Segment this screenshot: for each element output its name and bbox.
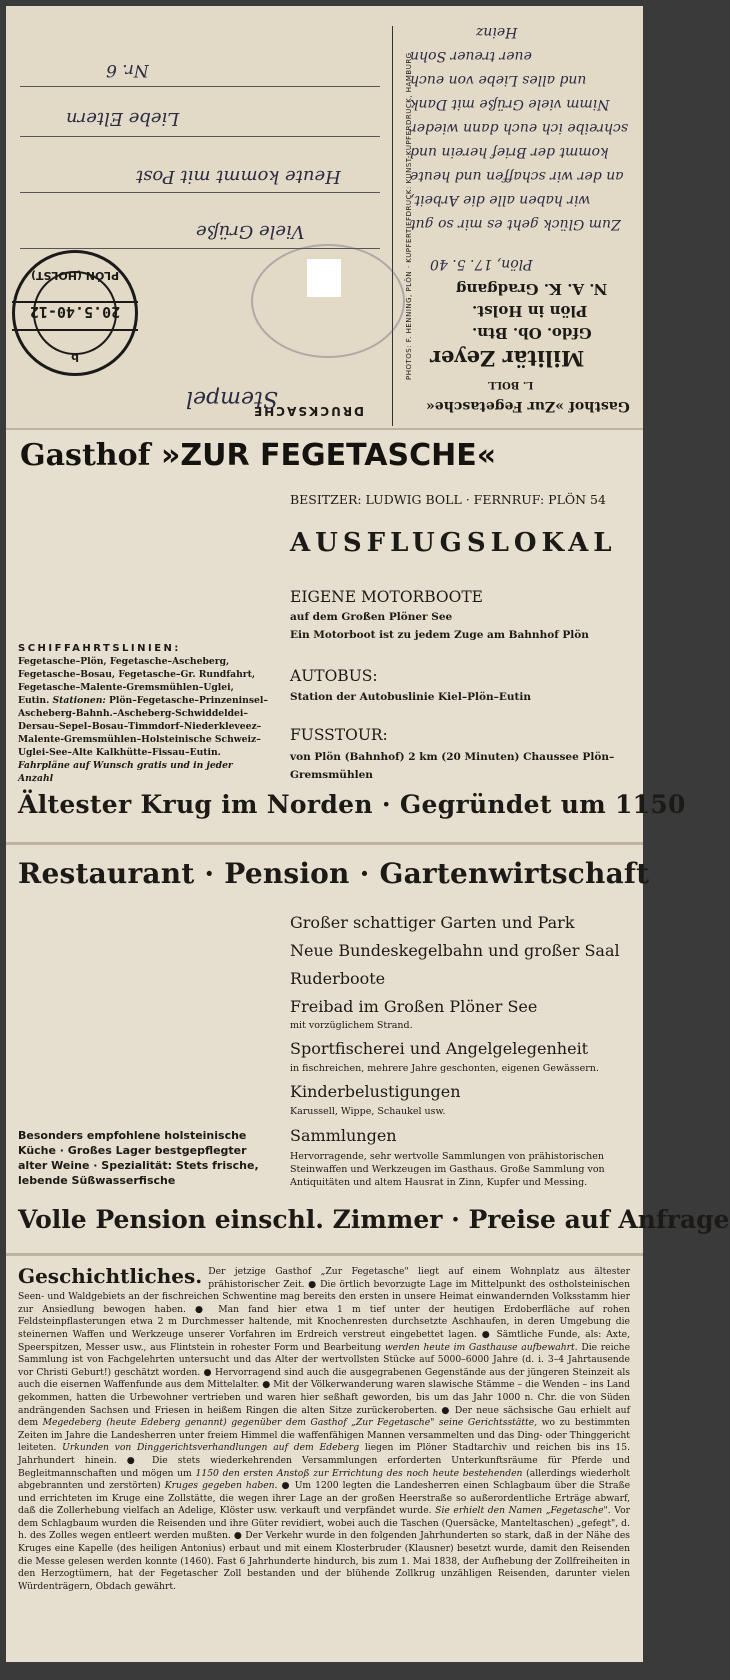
history-part: Die reiche Sammlung ist von Fachgelehrten untersucht und das Alter der wertvollsten Stücke auf 5000–6000 Jahre (d. i. 3–4 Jahrtausende vor Christi Geburt!) geschätzt worden. ● Hervorragend sind auch die ausgegrabenen Gegenstände aus der jüngeren Steinzeit als auch die eisernen Waffenfunde aus dem Mittelalter. ● Mit der Völkerwanderung waren slawische Stämme – die Wenden – ins Land gekommen, hatten die Urbewohner vertrieben und waren hier seßhaft geworden, bis um das Jahr 1000 n. Chr. die von Süden andrängenden Sachsen und Friesen in heißem Ringen die alten Sitze zurückeroberten. ● Der neue sächsische Gau erhielt auf dem — [18, 1341, 631, 1429]
letter-line: schreibe ich euch dann wieder — [410, 120, 629, 136]
stationen-label: Stationen: — [52, 695, 106, 706]
ausflugslokal-heading: AUSFLUGSLOKAL — [290, 528, 617, 558]
fusstour-text-1: von Plön (Bahnhof) 2 km (20 Minuten) Chaussee Plön– — [290, 751, 615, 763]
autobus-heading: AUTOBUS: — [290, 667, 378, 685]
kueche-note: Besonders empfohlene holsteinische Küche · Großes Lager bestgepflegter alter Weine · Spezialität: Stets frische, lebende Süßwasserfische — [18, 1129, 259, 1187]
restaurant-title: Restaurant · Pension · Gartenwirtschaft — [18, 857, 650, 890]
feature-sammlungen: Sammlungen — [290, 1126, 397, 1145]
recipient-line-1: Militär Zeyer — [430, 346, 585, 371]
signature: Stempel — [186, 386, 278, 411]
feature-freibad: Freibad im Großen Plöner See — [290, 997, 538, 1016]
history-panel — [6, 1256, 643, 1662]
sender-line-1: Gasthof »Zur Fegetasche« — [426, 398, 630, 414]
history-part: Kruges gegeben haben. — [164, 1480, 278, 1492]
recipient-line-3: Plön in Holst. — [472, 302, 588, 320]
history-part: wo zu bestimmten Zeiten im Jahre die Landesherren unter freiem Himmel die waffenfähigen Mannen versammelten und das Ding- oder Thinggericht leiteten. — [18, 1417, 631, 1454]
history-part: liegen im Plöner Stadtarchiv und reichen bis ins 15. Jahrhundert hinein. ● Die stets wiederkehrenden Versammlungen erforderten Unterkunftsräume für Pferde und Begleitmannschaften und mögen um — [18, 1442, 630, 1479]
credit-text: PHOTOS: F. HENNING, PLÖN · KUPFERTIEFDRUCK: KUNST-KUPFERDRUCK, HAMBURG — [405, 52, 413, 380]
feature-freibad-note: mit vorzüglichem Strand. — [290, 1020, 413, 1031]
feature-sportfischerei-note: in fischreichen, mehrere Jahre geschonten, eigenen Gewässern. — [290, 1063, 599, 1074]
letter-line: Zum Glück geht es mir so gut — [410, 216, 621, 232]
letter-line: euer treuer Sohn — [410, 48, 532, 64]
history-part: Sie erhielt den Namen „Fegetasche". — [435, 1505, 611, 1517]
feature-kinder-note: Karussell, Wippe, Schaukel usw. — [290, 1106, 446, 1117]
schiffahrt-lines: Fegetasche–Plön, Fegetasche–Ascheberg, Fegetasche–Bosau, Fegetasche–Gr. Rundfahrt, Fegetasche–Malente-Gremsmühlen–Uglei, Eutin. — [18, 656, 256, 706]
gasthof-title: Gasthof »ZUR FEGETASCHE« — [20, 438, 497, 473]
date-handwritten: Plön, 17. 5. 40 — [430, 256, 533, 272]
history-part: Der jetzige Gasthof „Zur Fegetasche" liegt auf einem Wohnplatz aus ältester prähistorischer Zeit. ● Die örtlich bevorzugte Lage im Mittelpunkt des ostholsteinischen Seen- und Waldgebiets an der fischreichen Schwentine mag bereits den ersten in unsere Heimat einwandernden Volksstamm hier zur Ansiedlung bewogen haben. ● Man fand hier etwa 1 m tief unter der heutigen Erdoberfläche auf rohen Feldsteinpflasterungen etwa 2 m Durchmesser haltende, mit Knochenresten durchsetzte Aschhaufen, in deren Umgebung die steinernen Waffen und Werkzeuge unserer Vorfahren im Erdreich verstreut eingebettet lagen. ● Sämtliche Funde, als: Axte, Speerspitzen, Messer usw., aus Flintstein in rohester Form und Bearbeitung — [18, 1266, 630, 1353]
motorboote-text-1: auf dem Großen Plöner See — [290, 611, 453, 623]
handwriting-line-4: Viele Grüße — [196, 221, 305, 242]
address-rule — [20, 86, 380, 87]
history-heading: Geschichtliches. — [18, 1264, 203, 1288]
volle-pension-banner: Volle Pension einschl. Zimmer · Preise auf Anfrage — [18, 1205, 730, 1234]
address-rule — [20, 136, 380, 137]
feature-sammlungen-note: Hervorragende, sehr wertvolle Sammlungen von prähistorischen Steinwaffen und Werkzeugen im Gasthaus. Große Sammlung von Antiquitäten und altem Hausrat in Zinn, Kupfer und Messing. — [290, 1151, 605, 1188]
feature-kinder: Kinderbelustigungen — [290, 1082, 461, 1101]
letter-line: wir haben alle die Arbeit, — [410, 192, 591, 208]
stationen-text: Plön–Fegetasche–Prinzeninsel–Ascheberg-Bahnh.–Ascheberg-Schwiddeldei–Dersau–Sepel–Bosau–Timmdorf–Niederkleveez–Malente-Gremsmühlen–Holsteinische Schweiz–Uglei-See–Alte Kalkhütte–Fissau–Eutin. — [18, 695, 268, 758]
aeltester-krug-banner: Ältester Krug im Norden · Gegründet um 1150 — [18, 790, 686, 819]
recipient-line-4: N. A. K. Gradgang — [456, 280, 608, 298]
photo-credit — [389, 46, 413, 386]
motorboote-text-2: Ein Motorboot ist zu jedem Zuge am Bahnhof Plön — [290, 629, 589, 641]
handwriting-line-1: Nr. 6 — [106, 60, 149, 80]
history-part: (allerdings wiederholt abgebrannten und zerstörten) — [18, 1467, 630, 1492]
history-part: 1150 den ersten Anstoß zur Errichtung des noch heute bestehenden — [195, 1467, 523, 1479]
history-text — [18, 1266, 630, 1593]
address-rule — [20, 192, 380, 193]
postmark-town: PLÖN (HOLST) — [30, 269, 120, 282]
recipient-line-2: Gfdo. Ob. Btn. — [472, 324, 592, 342]
feature-kegelbahn: Neue Bundeskegelbahn und großer Saal — [290, 941, 620, 960]
postmark-stamp — [12, 250, 138, 376]
history-part: werden heute im Gasthause aufbewahrt. — [384, 1341, 578, 1353]
postmark-code: b — [71, 351, 79, 364]
letter-line: an der wir schaffen und heute — [410, 168, 624, 184]
fusstour-heading: FUSSTOUR: — [290, 726, 388, 744]
motorboote-heading: EIGENE MOTORBOOTE — [290, 588, 483, 606]
fusstour-text-2: Gremsmühlen — [290, 769, 373, 781]
owner-line: BESITZER: LUDWIG BOLL · FERNRUF: PLÖN 54 — [290, 492, 606, 507]
autobus-text: Station der Autobuslinie Kiel–Plön–Eutin — [290, 691, 531, 703]
restaurant-panel — [6, 845, 730, 1253]
redaction-box — [307, 259, 341, 297]
gasthof-panel — [6, 430, 686, 842]
feature-sportfischerei: Sportfischerei und Angelgelegenheit — [290, 1039, 589, 1058]
history-part: Urkunden von Dinggerichtsverhandlungen auf dem Edeberg — [62, 1442, 360, 1454]
history-part: Megedeberg (heute Edeberg genannt) gegenüber dem Gasthof „Zur Fegetasche" seine Gerichtsstätte, — [42, 1417, 538, 1429]
feature-garten: Großer schattiger Garten und Park — [290, 913, 575, 932]
letter-line: und alles Liebe von euch — [410, 72, 587, 88]
history-part: Vor dem Schlagbaum wurden die Reisenden und ihre Güter revidiert, wobei auch die Taschen (Quersäcke, Manteltaschen) „gefegt", d. h. des Zolles wegen entleert werden mußten. ● Der Verkehr wurde in den folgenden Jahrhunderten so stark, daß in der Nähe des Kruges eine Kapelle (des heiligen Antonius) erbaut und mit einem Klosterbruder (Klausner) besetzt wurde, damit den Reisenden die Messe gelesen werden konnte (1460). Fast 6 Jahrhunderte hindurch, bis zum 1. Mai 1838, der Aufhebung der Zollfreiheiten in den Herzogtümern, hat der Fegetascher Zoll bestanden und der blühende Zollkrug unzähligen Reisenden, darunter vielen Würdenträgern, Obdach gewährt. — [18, 1505, 630, 1592]
drucksache-label: DRUCKSACHE — [252, 404, 365, 418]
letter-line: Nimm viele Grüße mit Dank — [410, 96, 610, 112]
schiffahrt-block — [18, 642, 268, 785]
postmark-date: 20.5.40-12 — [29, 303, 121, 321]
fahrplaene-note: Fahrpläne auf Wunsch gratis und in jeder Anzahl — [18, 760, 233, 784]
handwriting-line-3: Heute kommt mit Post — [136, 166, 341, 187]
handwriting-line-2: Liebe Eltern — [66, 108, 180, 129]
schiffahrt-title: SCHIFFAHRTSLINIEN: — [18, 643, 181, 654]
letter-line: kommt der Brief herein und — [410, 144, 609, 160]
letter-line: Heinz — [476, 24, 518, 40]
address-panel — [6, 6, 643, 430]
history-part: ● Um 1200 legten die Landesherren einen Schlagbaum über die Straße und errichteten im Kruge eine Zollstätte, die wegen ihrer Lage an der großen Heerstraße so außerordentliche Erträge abwarf, daß die Zollerhebung vielfach an Adelige, Klöster usw. verkauft und verpfändet wurde. — [18, 1480, 631, 1517]
feature-ruderboote: Ruderboote — [290, 969, 386, 988]
sender-line-2: L. BOLL — [488, 379, 534, 390]
